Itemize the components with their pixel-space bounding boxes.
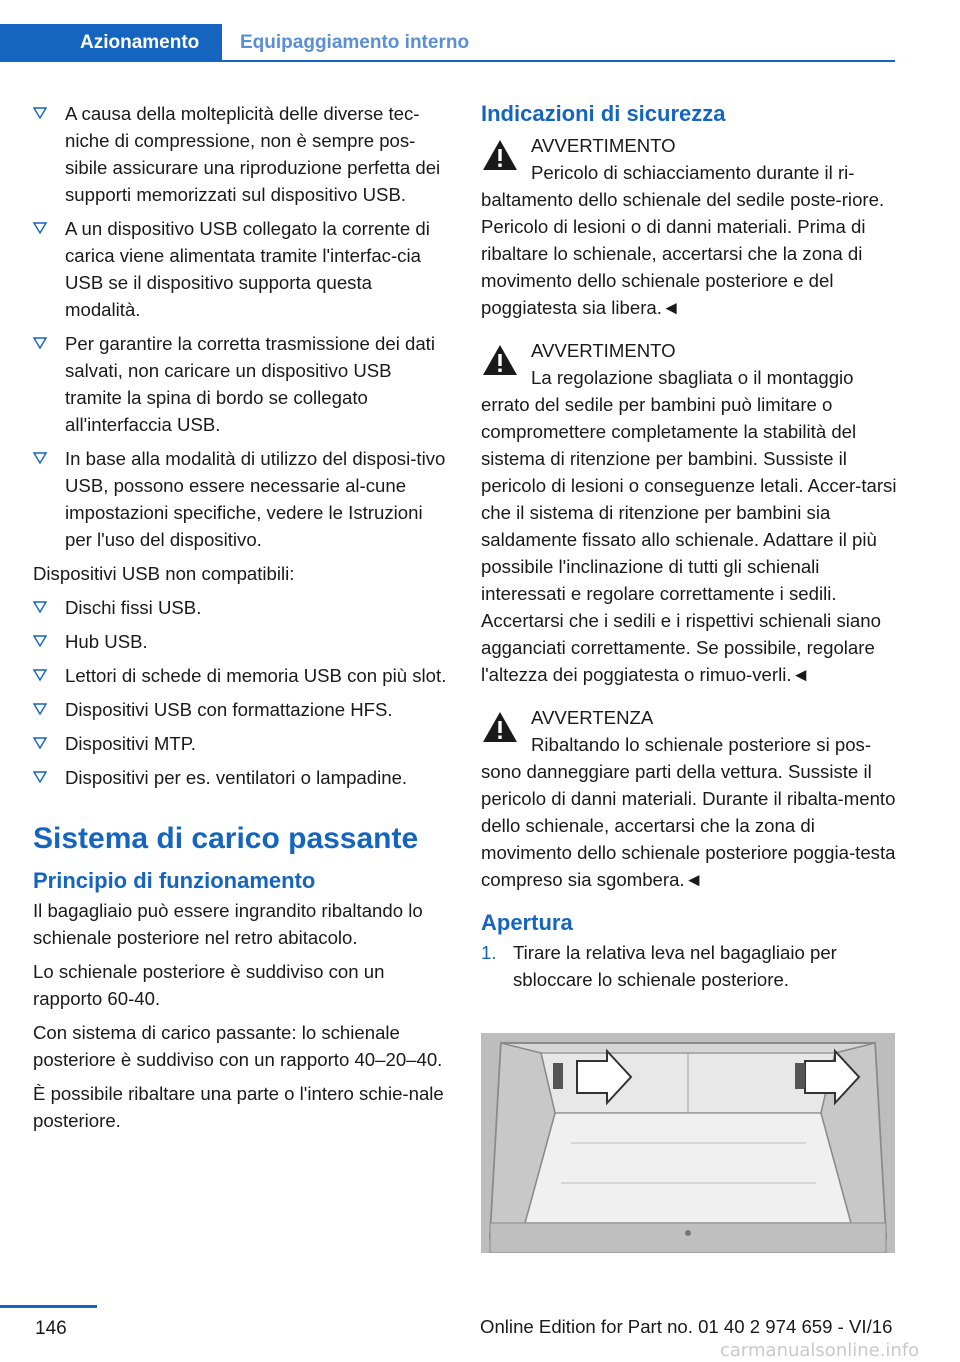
triangle-bullet-icon bbox=[33, 219, 47, 235]
page-header bbox=[0, 0, 895, 62]
notice-label: AVVERTENZA bbox=[531, 707, 654, 728]
trunk-illustration bbox=[481, 1033, 895, 1253]
warning-body: errato del sedile per bambini può limitare o compromettere completamente la stabilità del sistema di ritenzione per bambini. Sussiste il pericolo di lesioni o conseguenze letali. Accer-tarsi che il sistema di ritenzione per bambini sia saldamente fissato allo schienale. Adattare il più possibile l'inclinazione di tutti gli schienali interessati e regolare correttamente i sedili. Accertarsi che i sedili e i rispettivi schienali siano agganciati correttamente. Se possibile, regolare l'altezza dei poggiatesta o rimuo-verli.◄ bbox=[481, 394, 897, 685]
list-item-text: A causa della molteplicità delle diverse tec-niche di compressione, non è sempre pos-sibile assicurare una riproduzione perfetta dei supporti memorizzati sul dispositivo USB. bbox=[65, 103, 441, 205]
section-title: Sistema di carico passante bbox=[33, 822, 419, 855]
warning-triangle-icon bbox=[481, 710, 519, 744]
warning-first-line: La regolazione sbagliata o il montaggio bbox=[531, 367, 854, 388]
chapter-tab: Azionamento bbox=[0, 24, 222, 62]
triangle-bullet-icon bbox=[33, 334, 47, 350]
notice-first-line: Ribaltando lo schienale posteriore si pos- bbox=[531, 734, 872, 755]
opening-title: Apertura bbox=[481, 910, 573, 935]
page-number: 146 bbox=[35, 1318, 67, 1339]
warning-first-line: Pericolo di schiacciamento durante il ri- bbox=[531, 162, 855, 183]
paragraph: Con sistema di carico passante: lo schienale posteriore è suddiviso con un rapporto 40–20–40. bbox=[33, 1022, 443, 1070]
warning-block bbox=[481, 132, 899, 321]
list-item-text: Lettori di schede di memoria USB con più slot. bbox=[65, 665, 447, 686]
list-item bbox=[33, 215, 451, 323]
list-item bbox=[33, 628, 451, 655]
triangle-bullet-icon bbox=[33, 734, 47, 750]
triangle-bullet-icon bbox=[33, 449, 47, 465]
steps-list bbox=[481, 939, 899, 993]
warning-label: AVVERTIMENTO bbox=[531, 340, 676, 361]
list-item bbox=[33, 764, 451, 791]
step-text: Tirare la relativa leva nel bagagliaio per sbloccare lo schienale posteriore. bbox=[513, 942, 837, 990]
subsection-title: Principio di funzionamento bbox=[33, 868, 316, 893]
warning-triangle-icon bbox=[481, 343, 519, 377]
section-tab: Equipaggiamento interno bbox=[240, 32, 470, 53]
warning-label: AVVERTIMENTO bbox=[531, 135, 676, 156]
right-column bbox=[481, 100, 899, 993]
warning-body: baltamento dello schienale del sedile poste-riore. Pericolo di lesioni o di danni materiali. Prima di ribaltare lo schienale, accertarsi che la zona di movimento dello schienale posteriore e del poggiatesta sia libera.◄ bbox=[481, 189, 885, 318]
list-item-text: In base alla modalità di utilizzo del disposi-tivo USB, possono essere necessarie al-cune impostazioni specifiche, vedere le Istruzioni per l'uso del dispositivo. bbox=[65, 448, 446, 550]
list-item bbox=[33, 730, 451, 757]
list-item bbox=[33, 445, 451, 553]
list-item-text: A un dispositivo USB collegato la corrente di carica viene alimentata tramite l'interfac-cia USB se il dispositivo supporta questa modalità. bbox=[65, 218, 430, 320]
list-item bbox=[33, 696, 451, 723]
list-item bbox=[33, 330, 451, 438]
incompatible-devices-list bbox=[33, 594, 451, 791]
list-item-text: Dispositivi USB con formattazione HFS. bbox=[65, 699, 393, 720]
list-item bbox=[33, 100, 451, 208]
paragraph: Lo schienale posteriore è suddiviso con un rapporto 60-40. bbox=[33, 961, 385, 1009]
usb-notes-list bbox=[33, 100, 451, 553]
triangle-bullet-icon bbox=[33, 632, 47, 648]
list-item-text: Hub USB. bbox=[65, 631, 148, 652]
edition-note: Online Edition for Part no. 01 40 2 974 659 - VI/16 bbox=[480, 1316, 893, 1337]
triangle-bullet-icon bbox=[33, 598, 47, 614]
triangle-bullet-icon bbox=[33, 768, 47, 784]
warning-triangle-icon bbox=[481, 138, 519, 172]
list-item bbox=[33, 594, 451, 621]
safety-title: Indicazioni di sicurezza bbox=[481, 101, 726, 126]
paragraph: Il bagagliaio può essere ingrandito ribaltando lo schienale posteriore nel retro abitacolo. bbox=[33, 900, 423, 948]
list-item bbox=[33, 662, 451, 689]
notice-body: sono danneggiare parti della vettura. Sussiste il pericolo di danni materiali. Durante il ribalta-mento dello schienale, accertarsi che la zona di movimento dello schienale posteriore poggia-testa compreso sia sgombera.◄ bbox=[481, 761, 896, 890]
paragraph: È possibile ribaltare una parte o l'intero schie-nale posteriore. bbox=[33, 1083, 444, 1131]
list-item-text: Dispositivi per es. ventilatori o lampadine. bbox=[65, 767, 408, 788]
notice-block bbox=[481, 704, 899, 893]
footer-divider bbox=[0, 1305, 97, 1308]
left-column bbox=[33, 100, 451, 1141]
list-item-text: Dispositivi MTP. bbox=[65, 733, 196, 754]
triangle-bullet-icon bbox=[33, 104, 47, 120]
warning-block bbox=[481, 337, 899, 688]
incompatible-intro: Dispositivi USB non compatibili: bbox=[33, 563, 295, 584]
watermark: carmanualsonline.info bbox=[720, 1340, 920, 1361]
list-item-text: Per garantire la corretta trasmissione dei dati salvati, non caricare un dispositivo USB tramite la spina di bordo se collegato all'interfaccia USB. bbox=[65, 333, 435, 435]
triangle-bullet-icon bbox=[33, 666, 47, 682]
header-divider bbox=[222, 60, 895, 62]
list-item-text: Dischi fissi USB. bbox=[65, 597, 202, 618]
triangle-bullet-icon bbox=[33, 700, 47, 716]
step-number: 1. bbox=[481, 942, 497, 963]
step-item bbox=[481, 939, 899, 993]
